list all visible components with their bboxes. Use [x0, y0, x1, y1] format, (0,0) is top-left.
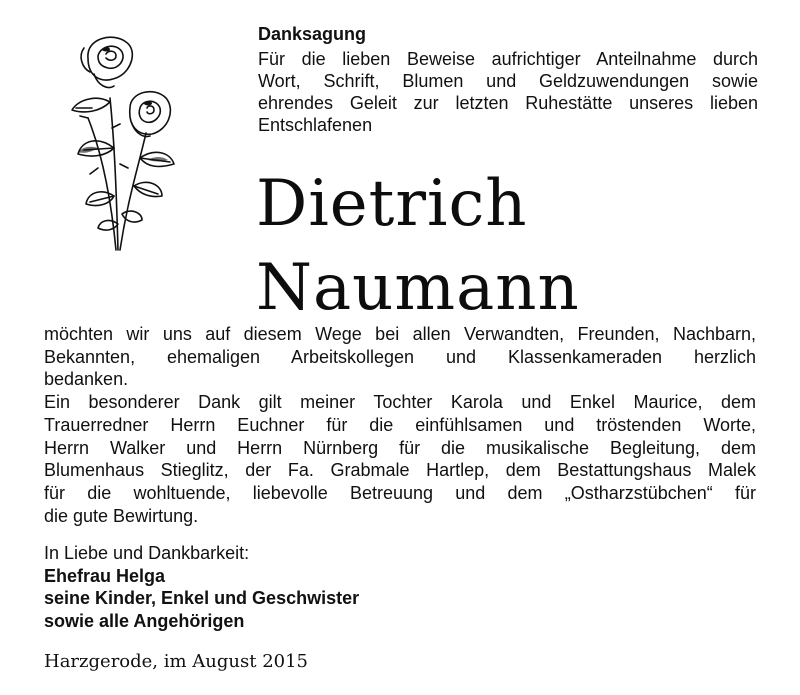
section-heading: Danksagung	[258, 24, 367, 44]
body-line: die gute Bewirtung.	[44, 505, 199, 526]
deceased-first-name: Dietrich	[256, 167, 528, 241]
closing-section	[44, 542, 359, 632]
intro-line: Für die lieben Beweise aufrichtiger Anteilnahme durch	[258, 49, 758, 69]
closing-greeting: In Liebe und Dankbarkeit:	[44, 543, 250, 563]
signer-line: sowie alle Angehörigen	[44, 610, 245, 631]
intro-text	[258, 48, 758, 136]
body-line: Trauerredner Herrn Euchner für die einfühlsamen und tröstenden Worte,	[44, 414, 756, 435]
rose-bouquet-icon	[58, 28, 193, 253]
intro-line: ehrendes Geleit zur letzten Ruhestätte unseres lieben	[258, 93, 758, 113]
body-line: Bekannten, ehemaligen Arbeitskollegen und Klassenkameraden herzlich	[44, 346, 756, 367]
body-line: Blumenhaus Stieglitz, der Fa. Grabmale Hartlep, dem Bestattungshaus Malek	[44, 460, 756, 481]
signer-line: seine Kinder, Enkel und Geschwister	[44, 588, 360, 608]
deceased-last-name: Naumann	[256, 251, 580, 325]
place-date: Harzgerode, im August 2015	[44, 651, 309, 672]
intro-line: Wort, Schrift, Blumen und Geldzuwendungen sowie	[258, 71, 758, 91]
body-line: für die wohltuende, liebevolle Betreuung und dem „Ostharzstübchen“ für	[44, 482, 756, 503]
body-line: bedanken.	[44, 369, 129, 390]
intro-section	[258, 22, 758, 136]
body-line: Ein besonderer Dank gilt meiner Tochter Karola und Enkel Maurice, dem	[44, 392, 756, 413]
signer-line: Ehefrau Helga	[44, 565, 166, 586]
intro-line: Entschlafenen	[258, 115, 373, 135]
deceased-name	[256, 162, 580, 330]
body-line: Herrn Walker und Herrn Nürnberg für die musikalische Begleitung, dem	[44, 437, 756, 458]
body-line: möchten wir uns auf diesem Wege bei allen Verwandten, Freunden, Nachbarn,	[44, 324, 756, 344]
thanks-body	[44, 323, 756, 527]
